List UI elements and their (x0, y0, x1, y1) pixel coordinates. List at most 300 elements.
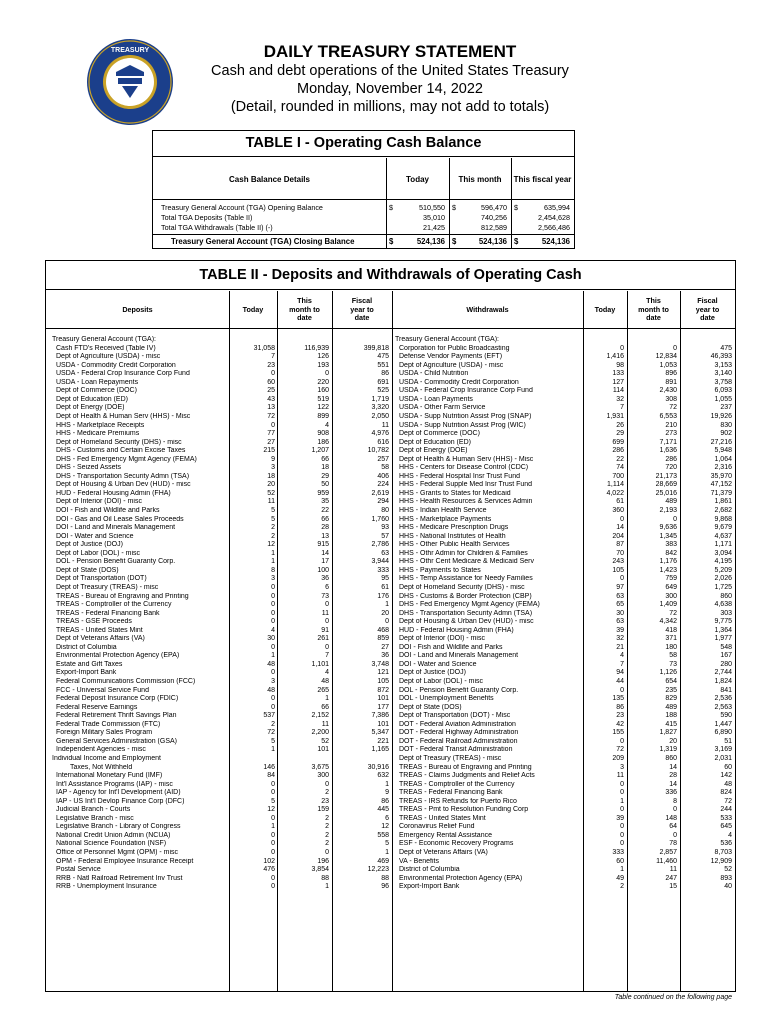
value-today: 0 (271, 883, 275, 891)
value-today: 146 (263, 763, 275, 771)
closing-month: 524,136 (478, 237, 507, 246)
value-month: 371 (665, 635, 677, 643)
value-today: 0 (620, 737, 624, 745)
table1-col-today: Today (406, 174, 429, 184)
value-fiscal: 3,748 (371, 660, 389, 668)
value-month: 160 (317, 387, 329, 395)
withdrawal-row (46, 533, 735, 542)
value-fiscal: 30,916 (367, 763, 389, 771)
value-fiscal: 6,093 (714, 387, 732, 395)
value-month: 273 (665, 430, 677, 438)
withdrawal-row (46, 567, 735, 576)
value-month: 7 (325, 652, 329, 660)
withdrawal-row (46, 789, 735, 798)
value-month: 759 (665, 575, 677, 583)
value-fiscal: 101 (377, 695, 389, 703)
dollar-sign: $ (389, 203, 393, 212)
value-month: 740,256 (481, 213, 507, 222)
value-fiscal: 2,050 (371, 412, 389, 420)
value-month: 66 (321, 455, 329, 463)
table1-col-fiscal: This fiscal year (513, 174, 572, 184)
withdrawal-row (46, 661, 735, 670)
value-fiscal: 12,223 (367, 866, 389, 874)
row-label: Dept of Transportation (DOT) - Misc (399, 712, 511, 720)
value-fiscal: 303 (720, 609, 732, 617)
value-fiscal: 1,171 (714, 541, 732, 549)
value-month: 9,636 (659, 524, 677, 532)
table2-col-withdrawals: Withdrawals (466, 304, 509, 314)
value-today: 0 (271, 703, 275, 711)
row-label: DOI - Gas and Oil Lease Sales Proceeds (56, 515, 184, 523)
value-fiscal: 294 (377, 498, 389, 506)
value-today: 333 (612, 849, 624, 856)
value-fiscal: 5,347 (371, 729, 389, 737)
value-today: 0 (620, 831, 624, 839)
value-month: 23 (321, 797, 329, 805)
value-fiscal: 121 (377, 669, 389, 677)
table1-closing-row (153, 234, 574, 249)
withdrawal-row (46, 772, 735, 781)
withdrawal-row (46, 345, 735, 354)
value-month: 1,101 (311, 660, 329, 668)
value-today: 0 (620, 515, 624, 523)
value-month: 101 (317, 746, 329, 754)
value-fiscal: 590 (720, 712, 732, 720)
value-fiscal: 72 (724, 797, 732, 805)
row-label: TREAS - Bureau of Engraving and Printing (56, 592, 189, 600)
row-label: Independent Agencies - misc (56, 746, 146, 754)
value-month: 0 (673, 831, 677, 839)
value-fiscal: 6 (385, 814, 389, 822)
row-label: DOI - Fish and Wildlife and Parks (399, 643, 503, 651)
row-label: Total TGA Withdrawals (Table II) (-) (161, 223, 273, 232)
value-month: 14 (669, 780, 677, 788)
value-month: 2 (325, 789, 329, 797)
row-label: DOT - Federal Transit Administration (399, 746, 513, 754)
dollar-sign: $ (389, 237, 394, 246)
value-today: 2 (620, 883, 624, 891)
value-fiscal: 46,393 (710, 353, 732, 361)
value-fiscal: 6,890 (714, 729, 732, 737)
row-label: HHS - Othr Admin for Children & Families (399, 549, 528, 557)
value-today: 3 (271, 464, 275, 472)
value-fiscal: 3,944 (371, 558, 389, 566)
withdrawal-row (46, 627, 735, 636)
value-fiscal: 399,818 (363, 344, 389, 352)
value-fiscal: 551 (377, 361, 389, 369)
value-fiscal: 101 (377, 720, 389, 728)
value-month: 35 (321, 498, 329, 506)
value-month: 300 (317, 772, 329, 780)
value-month: 908 (317, 430, 329, 438)
row-label: Dept of Labor (DOL) - misc (56, 549, 141, 557)
withdrawal-row (46, 798, 735, 807)
withdrawal-row (46, 516, 735, 525)
row-label: OPM - Federal Employee Insurance Receipt (56, 857, 194, 865)
value-fiscal: 1 (385, 601, 389, 609)
value-today: 360 (612, 507, 624, 514)
value-fiscal: 1,165 (371, 746, 389, 754)
row-label: USDA - Loan Repayments (56, 378, 139, 386)
value-fiscal: 475 (720, 344, 732, 352)
value-month: 188 (665, 712, 677, 720)
row-label: DHS - Fed Emergency Mgmt Agency (FEMA) (56, 455, 197, 463)
value-fiscal: 3,153 (714, 361, 732, 369)
row-label: District of Columbia (399, 866, 460, 874)
value-month: 4,342 (659, 618, 677, 626)
value-fiscal: 469 (377, 857, 389, 865)
value-month: 265 (317, 686, 329, 694)
value-month: 1,636 (659, 447, 677, 455)
value-today: 35,010 (423, 213, 445, 222)
value-month: 2 (325, 823, 329, 831)
value-month: 649 (665, 583, 677, 591)
value-fiscal: 51 (724, 737, 732, 745)
value-month: 126 (317, 353, 329, 361)
value-month: 14 (669, 763, 677, 771)
value-today: 21 (616, 643, 624, 651)
row-label: Estate and Gift Taxes (56, 660, 123, 668)
value-today: 13 (267, 404, 275, 412)
value-month: 842 (665, 549, 677, 557)
row-label: National Credit Union Admin (NCUA) (56, 831, 171, 839)
value-fiscal: 27,216 (710, 438, 732, 446)
value-today: 20 (267, 481, 275, 489)
value-month: 13 (321, 532, 329, 540)
row-label: DOT - Federal Railroad Administration (399, 737, 518, 745)
value-today: 0 (271, 609, 275, 617)
value-today: 1,416 (606, 353, 624, 361)
report-header (190, 42, 590, 116)
value-month: 11 (321, 609, 329, 617)
value-today: 0 (620, 789, 624, 797)
value-today: 65 (616, 601, 624, 609)
withdrawal-row (46, 729, 735, 738)
withdrawal-row (46, 823, 735, 832)
row-label: Dept of Health & Human Serv (HHS) - Misc (56, 412, 191, 420)
value-today: 23 (616, 712, 624, 720)
value-today: 49 (616, 874, 624, 882)
row-label: HHS - Federal Hospital Insr Trust Fund (399, 472, 520, 480)
row-label: DHS - Fed Emergency Mgmt Agency (FEMA) (399, 601, 540, 609)
value-today: 133 (612, 370, 624, 378)
row-label: Treasury General Account (TGA) Opening Balance (161, 203, 323, 212)
table2-col-deposits: Deposits (122, 304, 153, 314)
value-fiscal: 691 (377, 378, 389, 386)
value-fiscal: 257 (377, 455, 389, 463)
row-label: Dept of Interior (DOI) - misc (56, 498, 142, 506)
value-fiscal: 176 (377, 592, 389, 600)
value-fiscal: 2,563 (714, 703, 732, 711)
value-month: 29 (321, 472, 329, 480)
row-label: HHS - Marketplace Payments (399, 515, 492, 523)
value-today: 1 (271, 549, 275, 557)
value-fiscal: 20 (381, 609, 389, 617)
value-today: 1,114 (607, 481, 624, 489)
value-today: 0 (620, 806, 624, 814)
value-fiscal: 3,758 (714, 378, 732, 386)
value-fiscal: 3,140 (714, 370, 732, 378)
withdrawal-row (46, 507, 735, 516)
withdrawal-row (46, 746, 735, 755)
value-month: 50 (321, 481, 329, 489)
value-today: 0 (271, 780, 275, 788)
row-label: Emergency Rental Assistance (399, 831, 492, 839)
value-month: 959 (317, 489, 329, 497)
value-today: 1 (271, 823, 275, 831)
value-today: 127 (612, 378, 624, 386)
value-fiscal: 52 (724, 866, 732, 874)
withdrawal-row (46, 584, 735, 593)
value-today: 4 (271, 626, 275, 634)
row-label: Office of Personnel Mgmt (OPM) - misc (56, 849, 179, 856)
withdrawal-row (46, 439, 735, 448)
withdrawal-row (46, 781, 735, 790)
row-label: TREAS - Claims Judgments and Relief Acts (399, 772, 535, 780)
value-month: 1,053 (659, 361, 677, 369)
value-fiscal: 0 (385, 618, 389, 626)
value-today: 0 (271, 601, 275, 609)
value-fiscal: 1,824 (714, 678, 732, 685)
withdrawal-row (46, 413, 735, 422)
value-fiscal: 1,719 (371, 395, 389, 403)
row-label: Corporation for Public Broadcasting (399, 344, 510, 352)
value-month: 100 (317, 566, 329, 574)
row-label: Legislative Branch - misc (56, 814, 134, 822)
row-label: Export-Import Bank (399, 883, 460, 891)
value-today: 3 (271, 678, 275, 685)
row-label: Federal Reserve Earnings (56, 703, 138, 711)
row-label: DHS - Transportation Security Admn (TSA) (399, 609, 533, 617)
value-today: 102 (263, 857, 275, 865)
value-fiscal: 558 (377, 831, 389, 839)
row-label: USDA - Loan Payments (399, 395, 473, 403)
row-label: TREAS - Pmt to Resolution Funding Corp (399, 806, 529, 814)
value-today: 12 (267, 806, 275, 814)
value-today: 60 (616, 857, 624, 865)
row-label: HHS - Centers for Disease Control (CDC) (399, 464, 529, 472)
row-label: Dept of Education (ED) (56, 395, 128, 403)
value-fiscal: 468 (377, 626, 389, 634)
row-label: Dept of Agriculture (USDA) - misc (56, 353, 161, 361)
row-label: USDA - Commodity Credit Corporation (56, 361, 176, 369)
value-today: 700 (612, 472, 624, 480)
withdrawal-row (46, 362, 735, 371)
value-month: 308 (665, 395, 677, 403)
value-month: 0 (673, 806, 677, 814)
value-month: 899 (317, 412, 329, 420)
value-month: 415 (665, 720, 677, 728)
value-today: 0 (271, 831, 275, 839)
value-fiscal: 11 (381, 421, 389, 429)
value-month: 193 (317, 361, 329, 369)
value-month: 0 (673, 344, 677, 352)
withdrawal-row (46, 558, 735, 567)
value-today: 29 (616, 430, 624, 438)
value-fiscal: 525 (377, 387, 389, 395)
value-today: 0 (271, 669, 275, 677)
value-month: 596,470 (481, 203, 507, 212)
row-label: DOT - Federal Aviation Administration (399, 720, 516, 728)
value-today: 31,058 (253, 344, 275, 352)
value-fiscal: 9,775 (714, 618, 732, 626)
row-label: DOT - Federal Highway Administration (399, 729, 519, 737)
row-label: HHS - Payments to States (399, 566, 481, 574)
value-fiscal: 1,760 (371, 515, 389, 523)
value-month: 66 (321, 515, 329, 523)
withdrawal-row (46, 883, 735, 892)
value-today: 44 (616, 678, 624, 685)
value-fiscal: 548 (720, 643, 732, 651)
value-fiscal: 5 (385, 840, 389, 848)
value-month: 896 (665, 370, 677, 378)
value-month: 11 (321, 720, 329, 728)
withdrawal-row (46, 832, 735, 841)
value-month: 891 (665, 378, 677, 386)
value-today: 72 (267, 412, 275, 420)
value-today: 23 (267, 361, 275, 369)
row-label: Environmental Protection Agency (EPA) (56, 652, 180, 660)
row-label: National Science Foundation (NSF) (56, 840, 167, 848)
row-label: Dept of Treasury (TREAS) - misc (399, 754, 502, 762)
value-month: 159 (317, 806, 329, 814)
value-fiscal: 2,682 (714, 507, 732, 514)
withdrawal-row (46, 875, 735, 884)
value-today: 0 (620, 840, 624, 848)
value-fiscal: 533 (720, 814, 732, 822)
row-label: HUD - Federal Housing Admin (FHA) (399, 626, 514, 634)
value-fiscal: 645 (720, 823, 732, 831)
withdrawal-row (46, 644, 735, 653)
value-today: 63 (616, 592, 624, 600)
row-label: TREAS - Comptroller of the Currency (56, 601, 172, 609)
row-label: FCC - Universal Service Fund (56, 686, 149, 694)
value-today: 11 (267, 498, 275, 506)
value-today: 18 (267, 472, 275, 480)
value-fiscal: 1,977 (714, 635, 732, 643)
report-date: Monday, November 14, 2022 (297, 81, 483, 97)
value-month: 22 (321, 507, 329, 514)
value-today: 0 (620, 780, 624, 788)
value-fiscal: 830 (720, 421, 732, 429)
value-today: 1 (271, 652, 275, 660)
row-label: DOL - Pension Benefit Guaranty Corp. (399, 686, 519, 694)
row-label: TREAS - Comptroller of the Currency (399, 780, 515, 788)
value-fiscal: 280 (720, 660, 732, 668)
value-today: 14 (616, 524, 624, 532)
value-today: 42 (616, 720, 624, 728)
row-label: HHS - Temp Assistance for Needy Families (399, 575, 533, 583)
value-fiscal: 61 (381, 583, 389, 591)
value-fiscal: 27 (381, 643, 389, 651)
row-label: Dept of State (DOS) (399, 703, 462, 711)
row-label: DOL - Unemployment Benefits (399, 695, 494, 703)
value-month: 6 (325, 583, 329, 591)
value-month: 2 (325, 840, 329, 848)
closing-label: Treasury General Account (TGA) Closing Balance (171, 237, 355, 246)
row-label: Individual Income and Employment (52, 754, 161, 762)
value-today: 286 (612, 447, 624, 455)
row-label: HHS - Indian Health Service (399, 507, 487, 514)
row-label: TREAS - Bureau of Engraving and Printing (399, 763, 532, 771)
value-today: 7 (620, 404, 624, 412)
row-label: TREAS - IRS Refunds for Puerto Rico (399, 797, 517, 805)
withdrawal-row (46, 498, 735, 507)
value-month: 1 (325, 695, 329, 703)
value-month: 915 (317, 541, 329, 549)
withdrawal-row (46, 490, 735, 499)
row-label: Postal Service (56, 866, 101, 874)
value-today: 1,931 (606, 412, 624, 420)
value-month: 829 (665, 695, 677, 703)
table2-col-fiscal-w: Fiscal year to date (695, 296, 720, 323)
value-today: 0 (271, 618, 275, 626)
value-fiscal: 9 (385, 789, 389, 797)
value-fiscal: 63 (381, 549, 389, 557)
value-today: 11 (616, 772, 624, 780)
value-month: 64 (669, 823, 677, 831)
value-month: 122 (317, 404, 329, 412)
row-label: HHS - Federal Supple Med Insr Trust Fund (399, 481, 533, 489)
row-label: DHS - Customs & Border Protection (CBP) (399, 592, 532, 600)
value-fiscal: 893 (720, 874, 732, 882)
table2-col-month-w: This month to date (638, 296, 669, 323)
withdrawal-row (46, 524, 735, 533)
value-today: 114 (612, 387, 624, 395)
withdrawal-row (46, 541, 735, 550)
row-label: DHS - Seized Assets (56, 464, 121, 472)
value-fiscal: 40 (724, 883, 732, 891)
row-label: ESF - Economic Recovery Programs (399, 840, 514, 848)
value-today: 48 (267, 660, 275, 668)
value-today: 3 (620, 763, 624, 771)
row-label: Taxes, Not Withheld (70, 763, 133, 771)
dollar-sign: $ (452, 237, 457, 246)
row-label: Coronavirus Relief Fund (399, 823, 475, 831)
value-month: 148 (665, 814, 677, 822)
value-month: 196 (317, 857, 329, 865)
row-label: Dept of Justice (DOJ) (399, 669, 466, 677)
value-fiscal: 12 (381, 823, 389, 831)
value-fiscal: 224 (377, 481, 389, 489)
value-fiscal: 10,782 (367, 447, 389, 455)
row-label: DHS - Customs and Certain Excise Taxes (56, 447, 186, 455)
value-month: 247 (665, 874, 677, 882)
table2-col-fiscal: Fiscal year to date (350, 296, 374, 323)
row-label: TREAS - United States Mint (399, 814, 486, 822)
value-today: 7 (271, 353, 275, 361)
value-today: 30 (616, 609, 624, 617)
value-fiscal: 3,094 (714, 549, 732, 557)
row-label: Treasury General Account (TGA): (52, 336, 156, 343)
value-fiscal: 86 (381, 797, 389, 805)
value-fiscal: 8,703 (714, 849, 732, 856)
value-month: 519 (317, 395, 329, 403)
value-fiscal: 48 (724, 780, 732, 788)
value-month: 0 (325, 780, 329, 788)
row-label: Dept of Veterans Affairs (VA) (56, 635, 145, 643)
value-month: 720 (665, 464, 677, 472)
value-fiscal: 93 (381, 524, 389, 532)
table2-col-month: This month to date (289, 296, 320, 323)
row-label: HUD - Federal Housing Admin (FHA) (56, 489, 171, 497)
value-fiscal: 237 (720, 404, 732, 412)
value-fiscal: 95 (381, 575, 389, 583)
value-today: 12 (267, 541, 275, 549)
value-month: 73 (669, 660, 677, 668)
value-month: 0 (325, 618, 329, 626)
withdrawal-row (46, 858, 735, 867)
